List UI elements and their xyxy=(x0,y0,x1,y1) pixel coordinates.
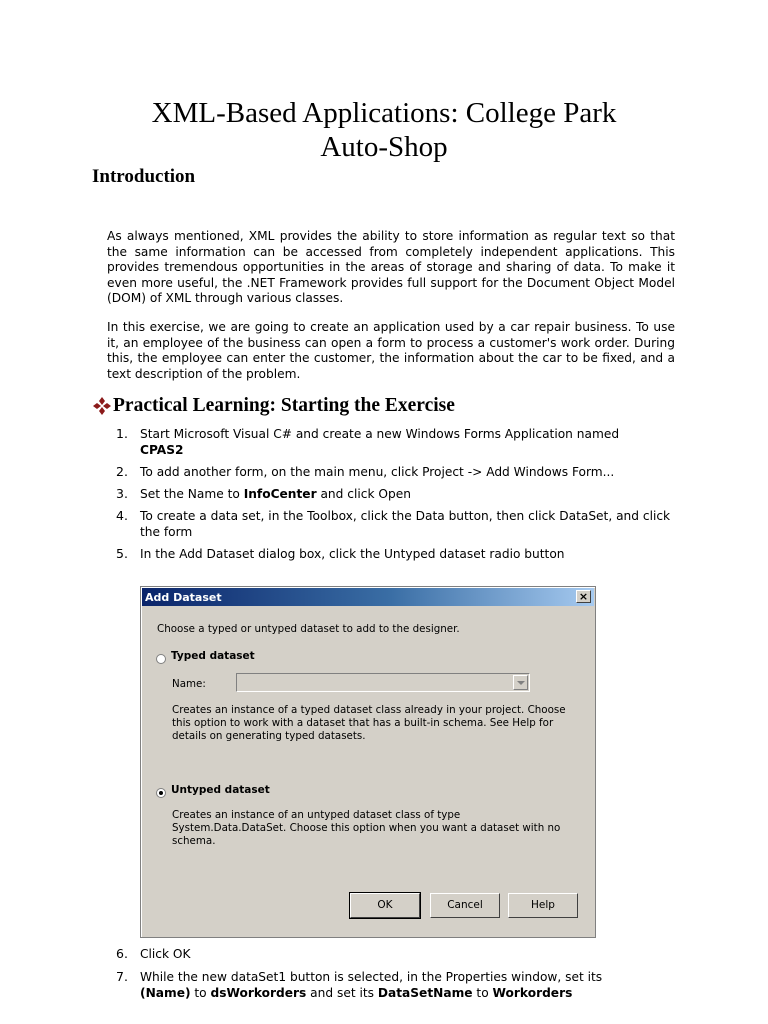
typed-dataset-description: Creates an instance of a typed dataset class already in your project. Choose this option to work with a dataset that has a built-in schema. See Help for details on generating typed datasets. xyxy=(172,704,566,742)
intro-paragraph-2: In this exercise, we are going to create an application used by a car repair business. To use it, an employee of the business can open a form to process a customer's work order. During this, the employee can enter the customer, the information about the car to be fixed, and a text description of the problem. xyxy=(107,320,675,381)
step-text: In the Add Dataset dialog box, click the Untyped dataset radio button xyxy=(140,547,565,561)
list-item xyxy=(108,508,688,540)
list-item xyxy=(108,969,688,1001)
list-item xyxy=(108,426,688,458)
step-text: Click OK xyxy=(140,947,191,961)
step-number: 1. xyxy=(116,426,128,441)
list-item xyxy=(108,546,688,562)
ok-button[interactable]: OK xyxy=(350,893,420,918)
cancel-button[interactable]: Cancel xyxy=(430,893,500,918)
step-text: While the new dataSet1 button is selected, in the Properties window, set its xyxy=(140,970,603,984)
document-title xyxy=(0,96,768,164)
step-bold-text: dsWorkorders xyxy=(210,986,307,1000)
step-text: and set its xyxy=(306,986,378,1000)
step-bold-text: Workorders xyxy=(492,986,573,1000)
list-item xyxy=(108,946,688,962)
step-number: 7. xyxy=(116,969,128,984)
four-diamonds-icon xyxy=(92,396,112,416)
step-number: 5. xyxy=(116,546,128,561)
introduction-heading: Introduction xyxy=(92,166,196,187)
untyped-dataset-radio[interactable] xyxy=(156,788,166,798)
close-button[interactable] xyxy=(576,590,591,603)
typed-dataset-radio[interactable] xyxy=(156,654,166,664)
untyped-dataset-label[interactable]: Untyped dataset xyxy=(171,784,270,796)
step-number: 6. xyxy=(116,946,128,961)
list-item xyxy=(108,486,688,502)
step-bold-text: DataSetName xyxy=(377,986,473,1000)
name-combobox[interactable] xyxy=(236,673,530,692)
step-text: to xyxy=(190,986,211,1000)
typed-dataset-label[interactable]: Typed dataset xyxy=(171,650,255,662)
steps-list-continued xyxy=(108,946,688,1008)
step-bold-text: CPAS2 xyxy=(140,443,184,457)
dialog-prompt: Choose a typed or untyped dataset to add to the designer. xyxy=(157,623,460,635)
intro-paragraph-1: As always mentioned, XML provides the ability to store information as regular text so that the same information can be accessed from completely independent applications. This provides tremendous opportunities in the areas of storage and sharing of data. To make it even more useful, the .NET Framework provides full support for the Document Object Model (DOM) of XML through various classes. xyxy=(107,229,675,305)
add-dataset-dialog xyxy=(140,586,596,938)
step-text-after: and click Open xyxy=(316,487,411,501)
steps-list xyxy=(108,426,688,568)
chevron-down-icon[interactable] xyxy=(513,675,528,690)
title-line-2: Auto-Shop xyxy=(320,131,448,163)
help-button[interactable]: Help xyxy=(508,893,578,918)
list-item xyxy=(108,464,688,480)
section-heading-text: Practical Learning: Starting the Exercise xyxy=(113,395,455,416)
step-number: 4. xyxy=(116,508,128,523)
practical-learning-heading xyxy=(92,395,455,417)
dialog-title: Add Dataset xyxy=(145,590,222,604)
step-bold-text: (Name) xyxy=(140,986,191,1000)
step-text: to xyxy=(472,986,493,1000)
name-label: Name: xyxy=(172,678,206,690)
step-text: Set the Name to xyxy=(140,487,244,501)
step-text: Start Microsoft Visual C# and create a new Windows Forms Application named xyxy=(140,427,620,441)
step-text: To create a data set, in the Toolbox, click the Data button, then click DataSet, and click the form xyxy=(140,509,671,539)
title-line-1: XML-Based Applications: College Park xyxy=(151,97,617,129)
step-text: To add another form, on the main menu, click Project -> Add Windows Form... xyxy=(140,465,615,479)
close-icon: × xyxy=(578,590,589,603)
untyped-dataset-description: Creates an instance of an untyped dataset class of type System.Data.DataSet. Choose this option when you want a dataset with no schema. xyxy=(172,809,561,847)
step-number: 3. xyxy=(116,486,128,501)
step-number: 2. xyxy=(116,464,128,479)
step-bold-text: InfoCenter xyxy=(243,487,317,501)
dialog-titlebar[interactable] xyxy=(142,588,594,606)
